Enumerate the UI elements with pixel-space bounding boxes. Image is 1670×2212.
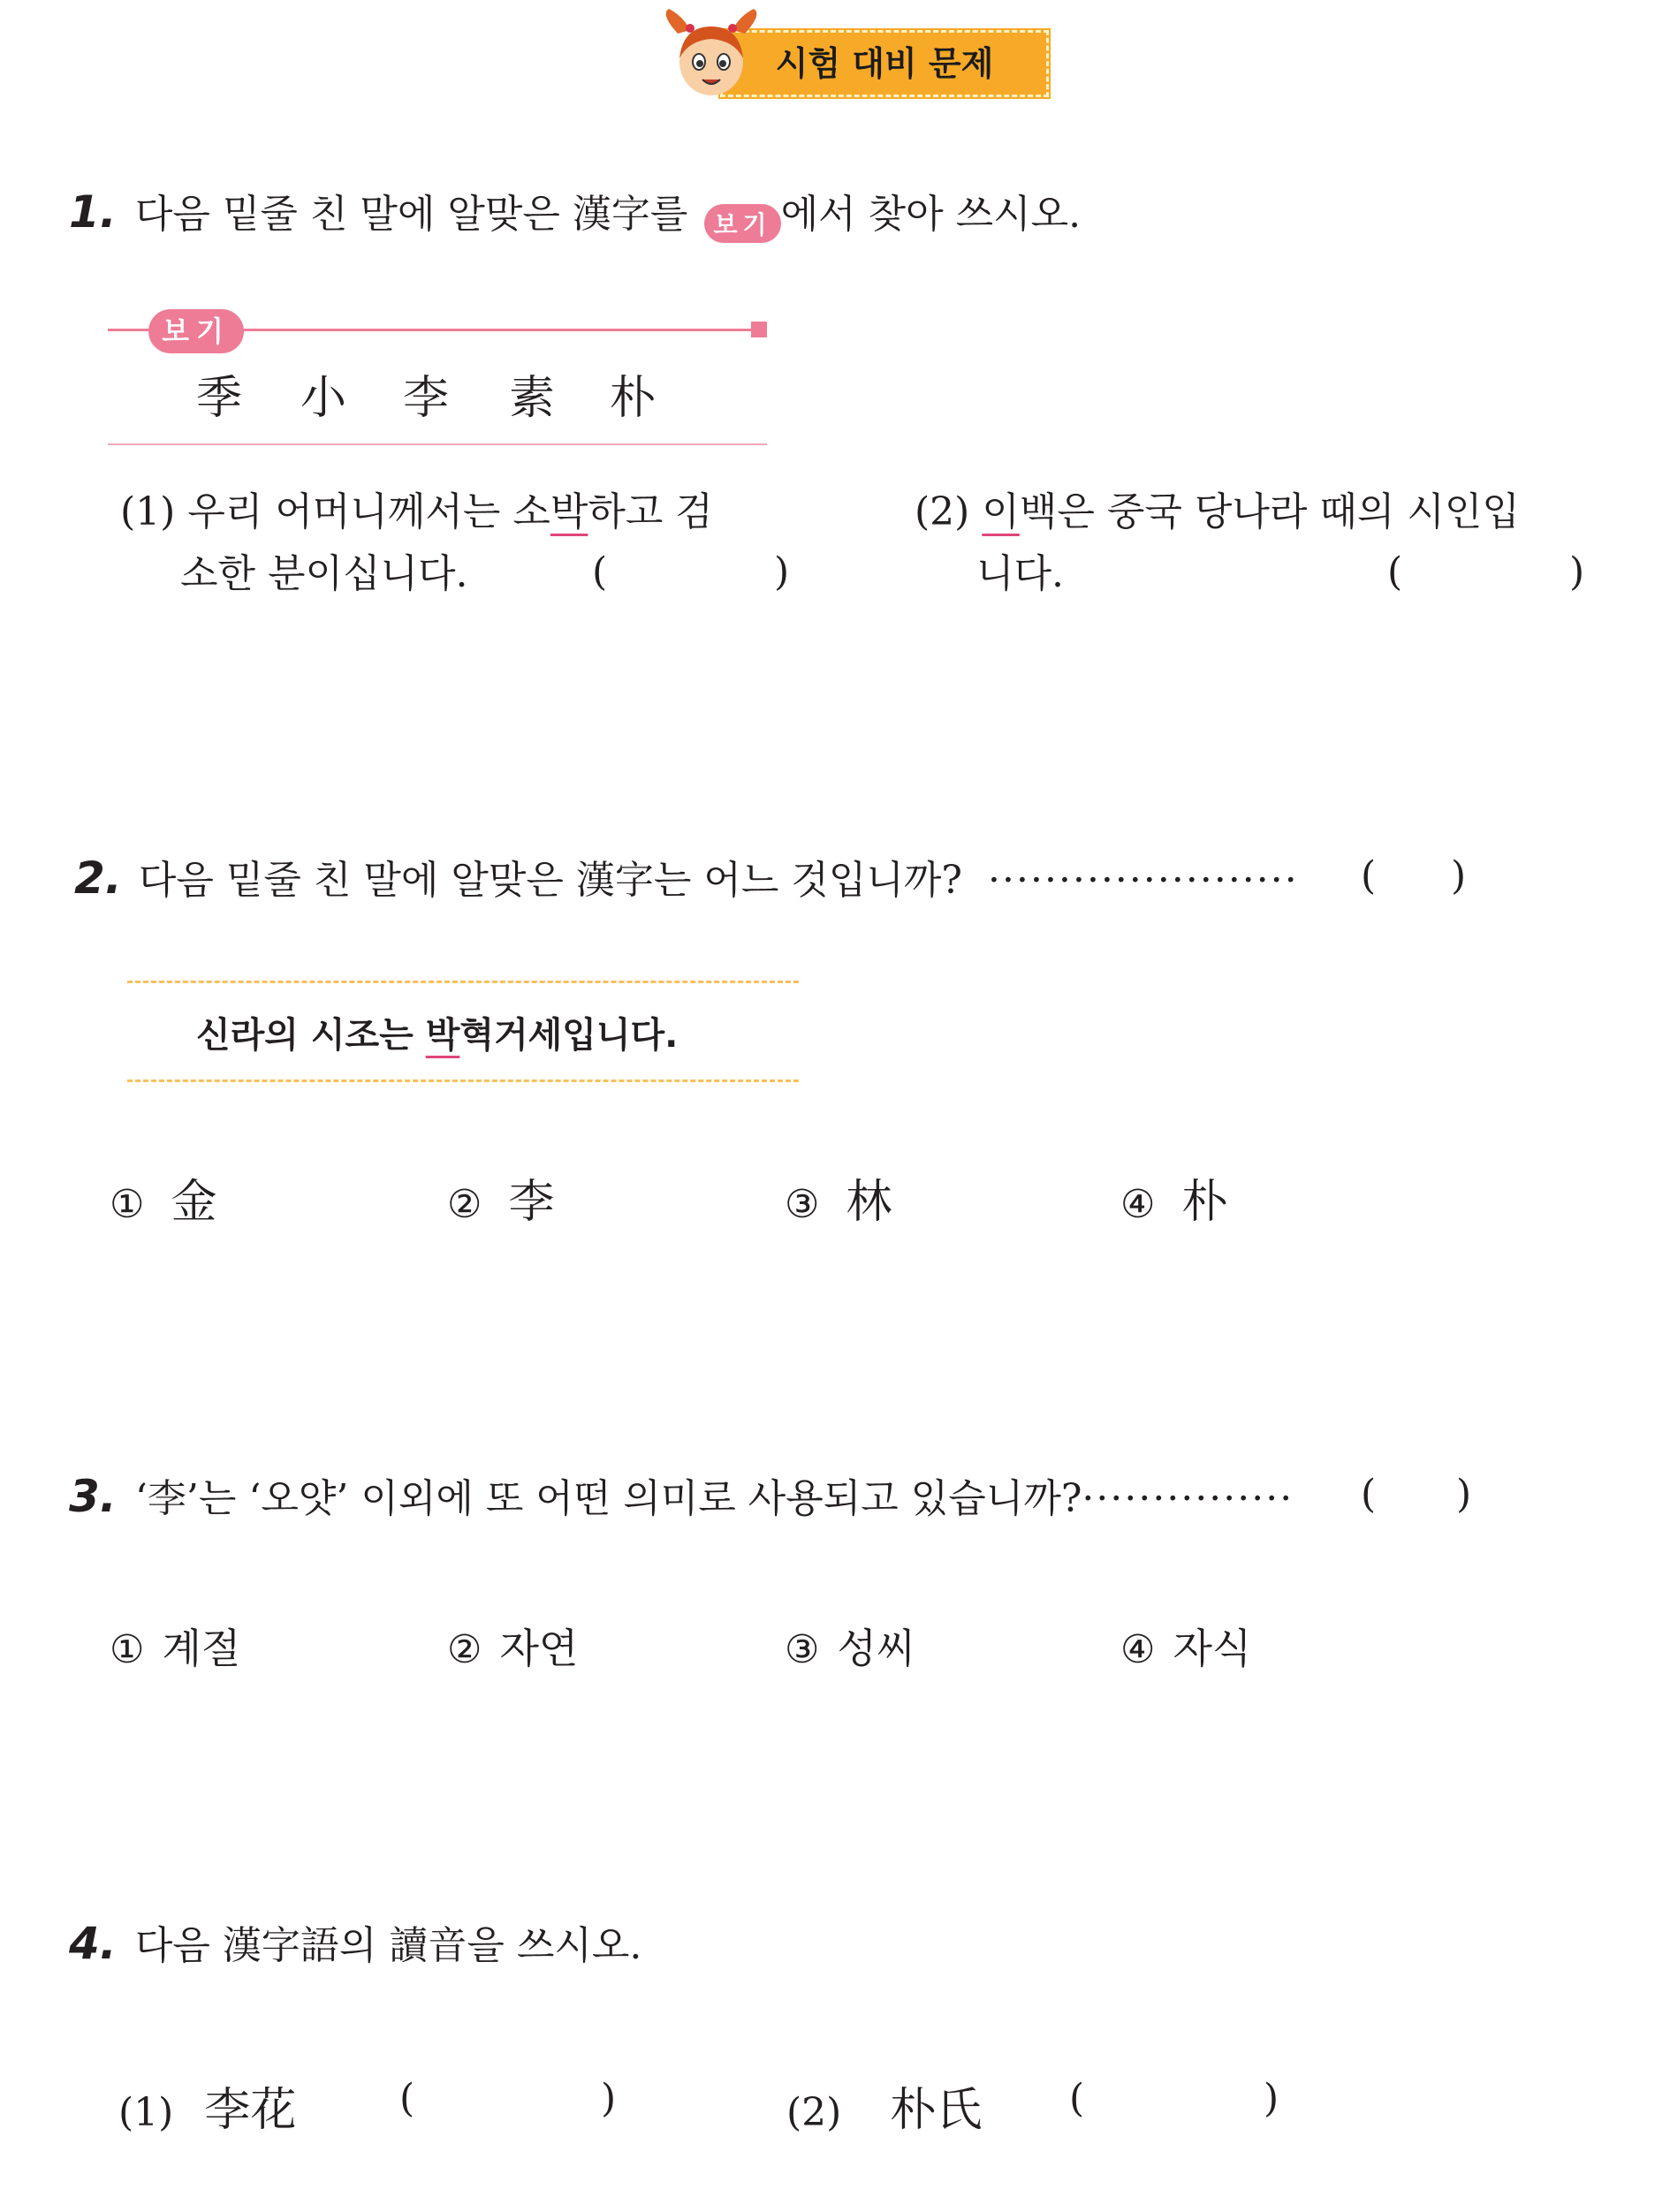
choice-value: 朴 xyxy=(1181,1176,1228,1229)
example-char: 素 xyxy=(509,372,556,425)
q1-item-1-line2: 소한 분이십니다. xyxy=(180,551,468,596)
underlined-syllable: 박 xyxy=(550,489,588,534)
choice-marker: ③ xyxy=(785,1182,820,1227)
answer-paren-close: ) xyxy=(601,2076,617,2121)
hanja-word: 李花 xyxy=(204,2084,297,2137)
choice-value: 林 xyxy=(846,1176,892,1229)
header-title: 시험 대비 문제 xyxy=(775,44,994,83)
item-text: 우리 어머니께서는 소 xyxy=(187,489,550,534)
question-text: 다음 밑줄 친 말에 알맞은 漢字를 xyxy=(134,192,688,237)
choice-1[interactable] xyxy=(110,1164,216,1231)
example-char: 小 xyxy=(300,372,347,425)
answer-paren-close: ) xyxy=(1456,1472,1472,1517)
item-number: (1) xyxy=(120,489,176,534)
sentence-box-top-border xyxy=(127,981,799,983)
underlined-syllable: 박 xyxy=(425,1015,460,1056)
choice-3[interactable] xyxy=(785,1164,892,1231)
item-number: (2) xyxy=(786,2090,842,2135)
answer-paren-open: ( xyxy=(1361,853,1377,898)
header-banner xyxy=(720,30,1049,97)
choice-value: 성씨 xyxy=(837,1625,916,1672)
answer-paren-close: ) xyxy=(1264,2076,1279,2121)
choice-marker: ② xyxy=(447,1182,482,1227)
leader-dots: ··············· xyxy=(1082,1476,1294,1521)
item-number: (1) xyxy=(118,2090,174,2135)
sentence-box-bottom-border xyxy=(127,1079,799,1082)
header xyxy=(658,7,1056,104)
question-number: 4. xyxy=(69,1918,117,1969)
question-text: 다음 漢字語의 讀音을 쓰시오. xyxy=(134,1923,642,1968)
example-char: 季 xyxy=(196,372,243,425)
girl-character-icon xyxy=(658,7,764,104)
underlined-syllable: 이 xyxy=(982,489,1020,534)
choice-marker: ② xyxy=(447,1627,482,1672)
choice-value: 金 xyxy=(171,1176,217,1229)
choice-marker: ④ xyxy=(1120,1182,1156,1227)
example-box-bottom-line xyxy=(108,443,767,445)
choice-4[interactable] xyxy=(1120,1164,1227,1231)
item-text: 하고 검 xyxy=(588,489,713,534)
question-3 xyxy=(69,1466,1294,1523)
choice-marker: ③ xyxy=(785,1627,820,1672)
choice-2[interactable] xyxy=(447,1617,578,1675)
answer-paren-close: ) xyxy=(1451,853,1467,898)
choice-value: 자연 xyxy=(499,1625,579,1672)
question-number: 1. xyxy=(69,186,117,238)
question-4 xyxy=(69,1913,641,1970)
choice-3[interactable] xyxy=(785,1617,915,1675)
leader-dots: ······················ xyxy=(988,858,1299,903)
hanja-word: 朴氏 xyxy=(890,2084,983,2137)
example-char: 朴 xyxy=(610,372,657,425)
q4-item-2 xyxy=(786,2072,982,2144)
question-2 xyxy=(74,848,1299,905)
answer-paren-close: ) xyxy=(1569,549,1585,595)
example-badge-inline: 보기 xyxy=(704,204,780,243)
example-badge: 보기 xyxy=(148,309,244,353)
choice-marker: ④ xyxy=(1120,1627,1156,1672)
q1-item-2-line1 xyxy=(915,481,1520,543)
answer-paren-open: ( xyxy=(592,549,608,595)
sentence-text: 혁거세입니다. xyxy=(459,1015,679,1056)
q1-item-2-line2: 니다. xyxy=(976,551,1064,596)
sentence-text: 신라의 시조는 xyxy=(196,1015,426,1056)
item-number: (2) xyxy=(915,489,970,534)
choice-marker: ① xyxy=(110,1627,145,1672)
question-text: ‘李’는 ‘오얏’ 이외에 또 어떤 의미로 사용되고 있습니까? xyxy=(134,1476,1082,1521)
answer-paren-open: ( xyxy=(1361,1472,1377,1517)
answer-paren-open: ( xyxy=(1387,549,1403,595)
choice-value: 자식 xyxy=(1173,1625,1252,1672)
question-number: 2. xyxy=(74,852,122,904)
q4-item-1 xyxy=(118,2072,296,2144)
answer-paren-open: ( xyxy=(1069,2076,1085,2121)
question-1 xyxy=(69,182,1081,243)
example-char: 李 xyxy=(403,372,450,425)
item-text: 백은 중국 당나라 때의 시인입 xyxy=(1019,489,1520,534)
question-text: 다음 밑줄 친 말에 알맞은 漢字는 어느 것입니까? xyxy=(138,858,962,903)
choice-marker: ① xyxy=(110,1182,145,1227)
answer-paren-close: ) xyxy=(774,549,790,595)
question-number: 3. xyxy=(69,1471,117,1522)
choice-4[interactable] xyxy=(1120,1617,1251,1675)
choice-1[interactable] xyxy=(110,1617,240,1675)
answer-paren-open: ( xyxy=(399,2076,415,2121)
q1-item-1-line1 xyxy=(120,481,713,543)
q2-example-sentence xyxy=(196,1007,678,1057)
choice-2[interactable] xyxy=(447,1164,554,1231)
example-box-line-end xyxy=(751,322,767,337)
choice-value: 계절 xyxy=(162,1625,241,1672)
choice-value: 李 xyxy=(508,1176,555,1229)
question-text-tail: 에서 찾아 쓰시오. xyxy=(780,192,1082,237)
